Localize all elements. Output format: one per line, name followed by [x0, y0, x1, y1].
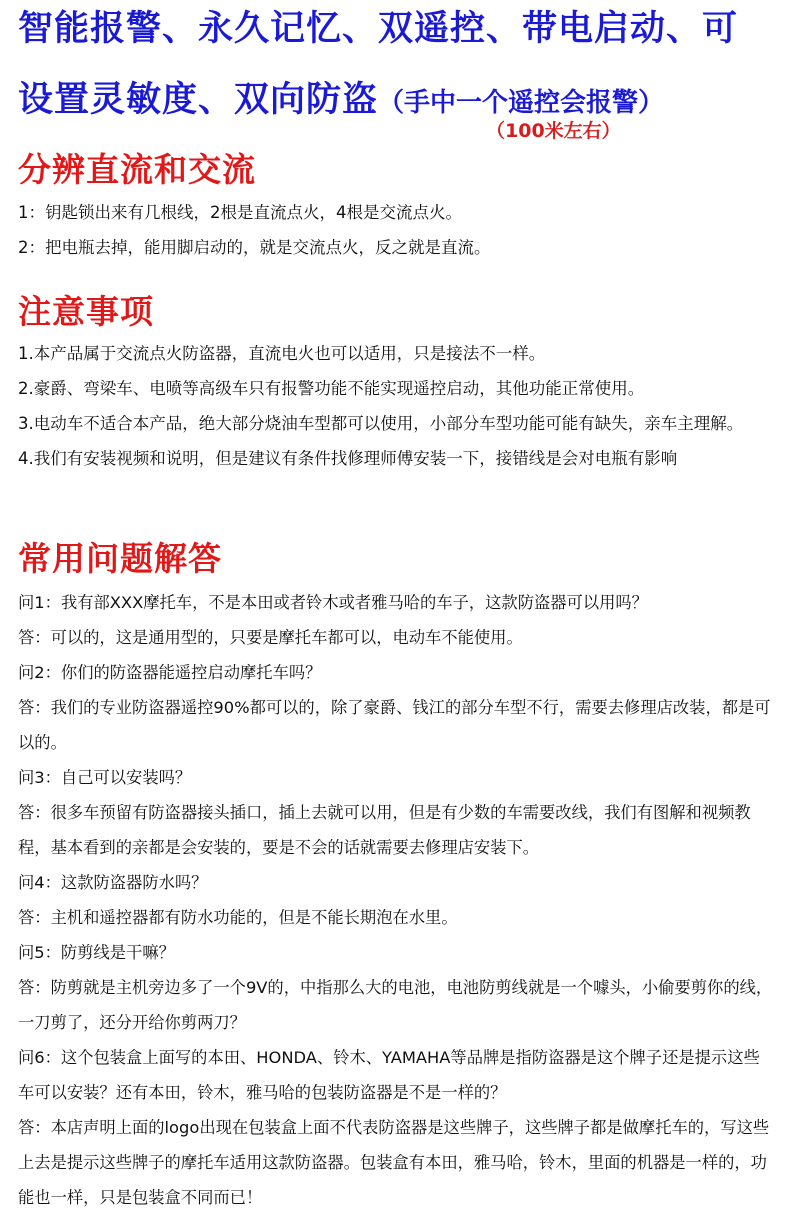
faq-question: 问6：这个包装盒上面写的本田、HONDA、铃木、YAMAHA等品牌是指防盗器是这个牌子还是提示这些车可以安装？还有本田，铃木，雅马哈的包装防盗器是不是一样的？ — [18, 1048, 760, 1102]
section-title-notes: 注意事项 — [18, 292, 154, 331]
faq-question: 问4：这款防盗器防水吗？ — [18, 873, 208, 892]
note-item: 2.豪爵、弯梁车、电喷等高级车只有报警功能不能实现遥控启动，其他功能正常使用。 — [18, 379, 645, 398]
section-title-faq: 常用问题解答 — [18, 539, 222, 578]
dc-ac-list — [18, 195, 776, 265]
faq-answer: 答：可以的，这是通用型的，只要是摩托车都可以，电动车不能使用。 — [18, 628, 523, 647]
note-item: 4.我们有安装视频和说明，但是建议有条件找修理师傅安装一下，接错线是会对电瓶有影响 — [18, 449, 678, 468]
feature-headline-line1: 智能报警、永久记忆、双遥控、带电启动、可 — [18, 9, 739, 49]
faq-question: 问5：防剪线是干嘛？ — [18, 943, 175, 962]
faq-answer: 答：我们的专业防盗器遥控90%都可以的，除了豪爵、钱江的部分车型不行，需要去修理店改装，都是可以的。 — [18, 698, 771, 752]
faq-list — [18, 585, 776, 1215]
dc-ac-item: 1：钥匙锁出来有几根线，2根是直流点火，4根是交流点火。 — [18, 203, 462, 222]
note-item: 3.电动车不适合本产品，绝大部分烧油车型都可以使用，小部分车型功能可能有缺失，亲车主理解。 — [18, 414, 744, 433]
feature-headline-paren: （手中一个遥控会报警） — [378, 88, 665, 118]
faq-question: 问2：你们的防盗器能遥控启动摩托车吗？ — [18, 663, 322, 682]
dc-ac-item: 2：把电瓶去掉，能用脚启动的，就是交流点火，反之就是直流。 — [18, 238, 491, 257]
section-title-dc-ac: 分辨直流和交流 — [18, 150, 256, 189]
faq-question: 问3：自己可以安装吗？ — [18, 768, 192, 787]
feature-headline-main: 设置灵敏度、双向防盗 — [18, 80, 379, 120]
faq-answer: 答：主机和遥控器都有防水功能的，但是不能长期泡在水里。 — [18, 908, 458, 927]
notes-list — [18, 336, 776, 476]
faq-question: 问1：我有部XXX摩托车，不是本田或者铃木或者雅马哈的车子，这款防盗器可以用吗？ — [18, 593, 648, 612]
faq-answer: 答：很多车预留有防盗器接头插口，插上去就可以用，但是有少数的车需要改线，我们有图解和视频教程，基本看到的亲都是会安装的，要是不会的话就需要去修理店安装下。 — [18, 803, 751, 857]
remote-range-note: （100米左右） — [486, 120, 621, 142]
faq-answer: 答：防剪就是主机旁边多了一个9V的，中指那么大的电池，电池防剪线就是一个噱头，小偷要剪你的线，一刀剪了，还分开给你剪两刀？ — [18, 978, 773, 1032]
note-item: 1.本产品属于交流点火防盗器，直流电火也可以适用，只是接法不一样。 — [18, 344, 546, 363]
faq-answer: 答：本店声明上面的logo出现在包装盒上面不代表防盗器是这些牌子，这些牌子都是做摩托车的，写这些上去是提示这些牌子的摩托车适用这款防盗器。包装盒有本田，雅马哈，铃木，里面的机器是一样的，功能也一样，只是包装盒不同而已！ — [18, 1118, 770, 1207]
feature-headline-line2 — [18, 80, 664, 123]
